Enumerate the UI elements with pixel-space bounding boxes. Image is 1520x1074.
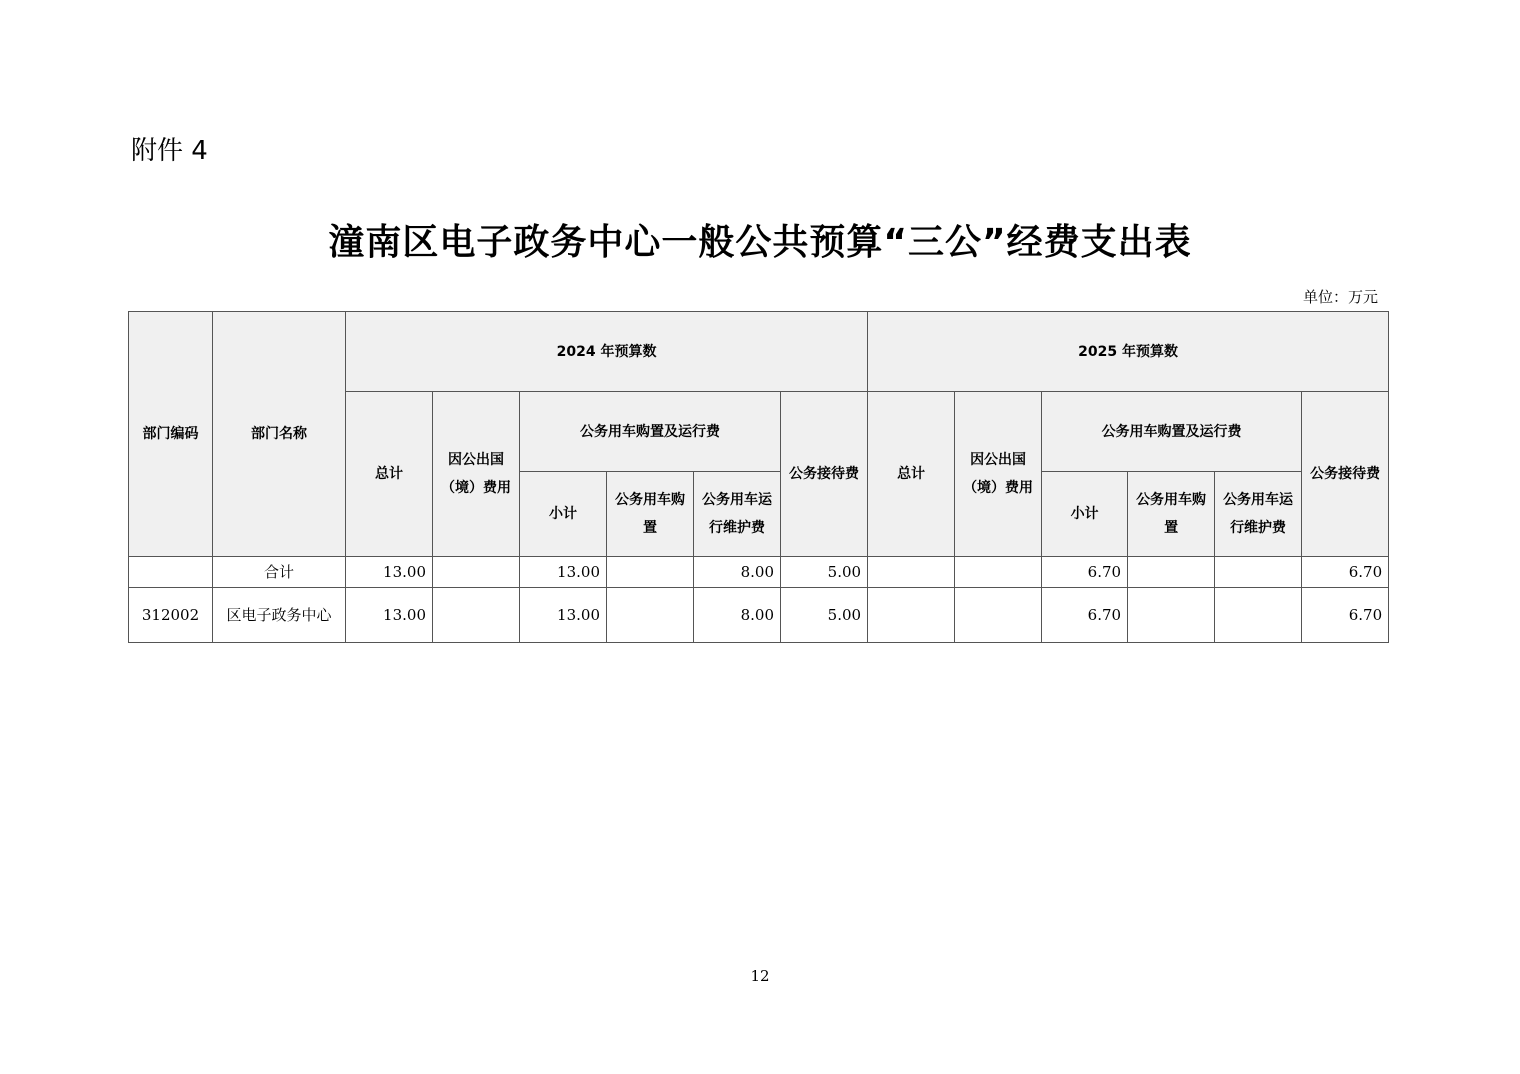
header-dept-code: 部门编码 bbox=[129, 312, 213, 557]
table-row bbox=[129, 588, 1389, 643]
header-2025-total: 总计 bbox=[868, 392, 955, 557]
cell-code bbox=[129, 557, 213, 588]
header-2024-vehicle-operation: 公务用车运行维护费 bbox=[694, 472, 781, 557]
header-2025-budget: 2025 年预算数 bbox=[868, 312, 1389, 392]
header-2025-subtotal: 小计 bbox=[1042, 472, 1128, 557]
cell-2025-overseas bbox=[955, 557, 1042, 588]
header-2024-subtotal: 小计 bbox=[520, 472, 607, 557]
cell-2024-reception: 5.00 bbox=[781, 588, 868, 643]
cell-code: 312002 bbox=[129, 588, 213, 643]
header-2025-vehicle-group: 公务用车购置及运行费 bbox=[1042, 392, 1302, 472]
cell-name: 区电子政务中心 bbox=[213, 588, 346, 643]
header-2025-overseas: 因公出国（境）费用 bbox=[955, 392, 1042, 557]
cell-2025-vehicle-subtotal: 6.70 bbox=[1042, 557, 1128, 588]
header-2024-total: 总计 bbox=[346, 392, 433, 557]
cell-2024-overseas bbox=[433, 588, 520, 643]
page-number: 12 bbox=[750, 967, 770, 985]
table-row-total bbox=[129, 557, 1389, 588]
header-2024-reception: 公务接待费 bbox=[781, 392, 868, 557]
header-2024-overseas: 因公出国（境）费用 bbox=[433, 392, 520, 557]
cell-2025-total bbox=[868, 557, 955, 588]
unit-label: 单位：万元 bbox=[1302, 288, 1378, 306]
cell-2025-vehicle-purchase bbox=[1128, 588, 1215, 643]
cell-2025-overseas bbox=[955, 588, 1042, 643]
cell-2024-vehicle-operation: 8.00 bbox=[694, 588, 781, 643]
cell-2024-vehicle-subtotal: 13.00 bbox=[520, 557, 607, 588]
budget-table bbox=[128, 311, 1389, 643]
attachment-label: 附件 4 bbox=[131, 136, 208, 166]
header-2025-vehicle-operation: 公务用车运行维护费 bbox=[1215, 472, 1302, 557]
cell-2025-vehicle-subtotal: 6.70 bbox=[1042, 588, 1128, 643]
cell-2024-overseas bbox=[433, 557, 520, 588]
header-2024-budget: 2024 年预算数 bbox=[346, 312, 868, 392]
cell-2025-reception: 6.70 bbox=[1302, 557, 1389, 588]
cell-2024-total: 13.00 bbox=[346, 588, 433, 643]
header-2025-vehicle-purchase: 公务用车购置 bbox=[1128, 472, 1215, 557]
cell-2025-vehicle-purchase bbox=[1128, 557, 1215, 588]
cell-2025-total bbox=[868, 588, 955, 643]
header-2024-vehicle-purchase: 公务用车购置 bbox=[607, 472, 694, 557]
header-2024-vehicle-group: 公务用车购置及运行费 bbox=[520, 392, 781, 472]
cell-2024-vehicle-subtotal: 13.00 bbox=[520, 588, 607, 643]
cell-name: 合计 bbox=[213, 557, 346, 588]
cell-2025-vehicle-operation bbox=[1215, 588, 1302, 643]
cell-2025-reception: 6.70 bbox=[1302, 588, 1389, 643]
header-2025-reception: 公务接待费 bbox=[1302, 392, 1389, 557]
cell-2024-vehicle-purchase bbox=[607, 557, 694, 588]
header-dept-name: 部门名称 bbox=[213, 312, 346, 557]
cell-2025-vehicle-operation bbox=[1215, 557, 1302, 588]
page-title: 潼南区电子政务中心一般公共预算“三公”经费支出表 bbox=[328, 222, 1192, 263]
cell-2024-total: 13.00 bbox=[346, 557, 433, 588]
cell-2024-reception: 5.00 bbox=[781, 557, 868, 588]
cell-2024-vehicle-operation: 8.00 bbox=[694, 557, 781, 588]
header-row-years bbox=[129, 312, 1389, 392]
cell-2024-vehicle-purchase bbox=[607, 588, 694, 643]
